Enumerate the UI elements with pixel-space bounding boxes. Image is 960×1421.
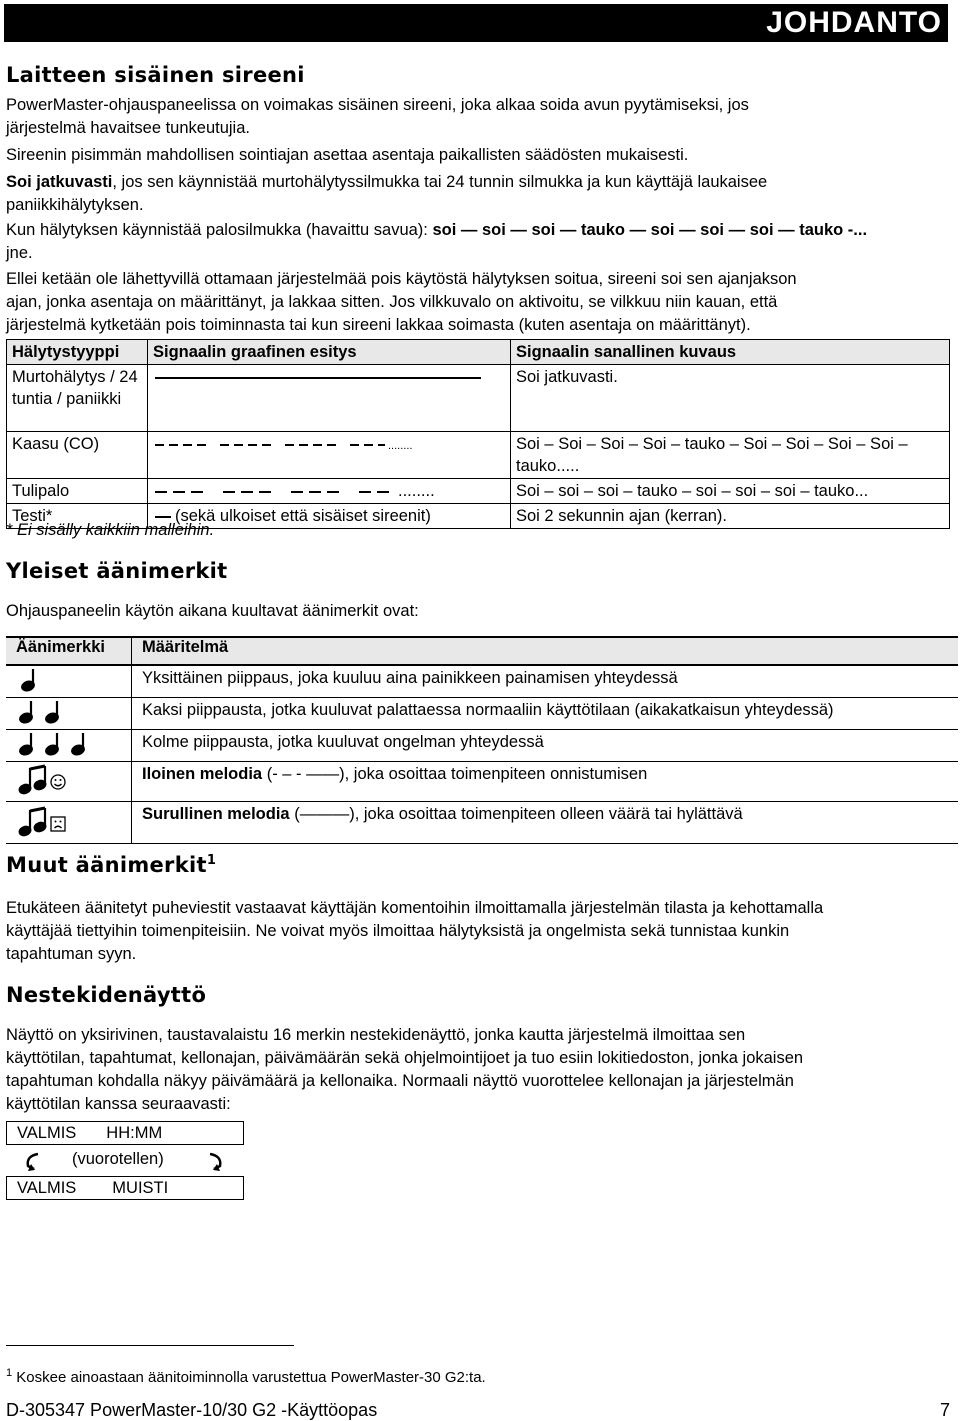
column-header: Hälytystyyppi	[7, 340, 148, 365]
column-header: Signaalin sanallinen kuvaus	[511, 340, 950, 365]
tone-definition: Surullinen melodia (———), joka osoittaa toimenpiteen olleen väärä tai hylättävä	[132, 802, 959, 844]
paragraph: Kun hälytyksen käynnistää palosilmukka (havaittu savua): soi — soi — soi — tauko — soi — soi — soi — tauko -... jne.	[6, 221, 868, 262]
footnote: $^1$ Koskee ainoastaan äänitoiminnolla varustettua PowerMaster-30 G2:ta.	[6, 1367, 486, 1386]
one-note-icon	[6, 665, 132, 698]
alarm-type: Kaasu (CO)	[7, 432, 148, 479]
column-header: Äänimerkki	[6, 637, 132, 665]
signal-graphic: ........	[148, 479, 511, 504]
heading-other-tones: Muut äänimerkit$^1$	[6, 853, 217, 877]
tones-table	[6, 636, 958, 844]
alarm-type: Testi*	[7, 504, 148, 529]
paragraph: Näyttö on yksirivinen, taustavalaistu 16 merkin nestekidenäyttö, jonka kautta järjestelmä ilmoittaa sen käyttötilan, tapahtumat, kellonajan, päivämäärän sekä ohjelmointijoet ja tuo esiin lokitiedoston, jonka jokaisen tapahtuman kohdalla näkyy päivämäärä ja kellonaika. Normaali näyttö vuorottelee kellonajan ja järjestelmän käyttötilan kanssa seuraavasti:	[6, 1026, 804, 1113]
signal-description: Soi – Soi – Soi – Soi – tauko – Soi – Soi – Soi – Soi – tauko.....	[511, 432, 950, 479]
paragraph: Sireenin pisimmän mahdollisen sointiajan asettaa asentaja paikallisten säädösten mukaisesti.	[6, 146, 689, 164]
rotate-left-arrow-icon	[22, 1150, 44, 1172]
sad-melody-icon	[6, 802, 132, 844]
three-notes-icon	[6, 730, 132, 762]
lcd-display-ready-memory	[6, 1176, 244, 1200]
continuous-line-graphic	[153, 372, 493, 384]
table-row	[7, 432, 950, 479]
rotate-right-arrow-icon	[206, 1150, 228, 1172]
heading-internal-siren: Laitteen sisäinen sireeni	[6, 63, 305, 87]
section-title: JOHDANTO	[766, 6, 942, 39]
paragraph: Ellei ketään ole lähettyvillä ottamaan järjestelmää pois käytöstä hälytyksen soitua, sireeni soi sen ajanjakson ajan, jonka asentaja on määrittänyt, ja lakkaa sitten. Jos vilkkuvalo on aktivoitu, se vilkkuu niin kauan, että järjestelmä kytketään pois toiminnasta tai kun sireeni lakkaa soimasta (kuten asentaja on määrittänyt).	[6, 270, 797, 334]
signal-graphic: ........	[148, 432, 511, 479]
signal-description: Soi 2 sekunnin ajan (kerran).	[511, 504, 950, 529]
footnote-divider	[6, 1345, 294, 1346]
tone-definition: Kaksi piippausta, jotka kuuluvat palattaessa normaaliin käyttötilaan (aikakatkaisun yhteydessä)	[132, 698, 959, 730]
two-notes-icon	[6, 698, 132, 730]
paragraph: Soi jatkuvasti, jos sen käynnistää murtohälytyssilmukka tai 24 tunnin silmukka ja kun käyttäjä laukaisee paniikkihälytyksen.	[6, 173, 768, 214]
signal-graphic: (sekä ulkoiset että sisäiset sireenit)	[148, 504, 511, 529]
table-row	[7, 365, 950, 432]
column-header: Signaalin graafinen esitys	[148, 340, 511, 365]
alarm-type: Tulipalo	[7, 479, 148, 504]
lcd-text: VALMIS HH:MM	[7, 1122, 244, 1145]
heading-general-tones: Yleiset äänimerkit	[6, 559, 228, 583]
signal-description: Soi – soi – soi – tauko – soi – soi – soi – tauko...	[511, 479, 950, 504]
page-number: 7	[939, 1400, 950, 1420]
alarm-type: Murtohälytys / 24 tuntia / paniikki	[7, 365, 148, 432]
tone-definition: Kolme piippausta, jotka kuuluvat ongelman yhteydessä	[132, 730, 959, 762]
table-footnote: * Ei sisälly kaikkiin malleihin.	[6, 521, 215, 539]
dashed-line-graphic	[153, 439, 388, 451]
alarm-signal-table	[6, 339, 950, 529]
lcd-display-ready-time	[6, 1121, 244, 1145]
table-row	[6, 730, 958, 762]
table-row	[6, 762, 958, 802]
paragraph: Ohjauspaneelin käytön aikana kuultavat äänimerkit ovat:	[6, 602, 419, 620]
tone-definition: Iloinen melodia (- – - ——), joka osoittaa toimenpiteen onnistumisen	[132, 762, 959, 802]
tone-definition: Yksittäinen piippaus, joka kuuluu aina painikkeen painamisen yhteydessä	[132, 665, 959, 698]
paragraph: Etukäteen äänitetyt puheviestit vastaavat käyttäjän komentoihin ilmoittamalla järjestelmän tilasta ja kehottamalla käyttäjää tiettyihin toimenpiteisiin. Ne voivat myös ilmoittaa hälytyksistä ja ongelmista sekä tunnistaa kunkin tapahtuman syyn.	[6, 899, 824, 963]
column-header: Määritelmä	[132, 637, 959, 665]
signal-graphic	[148, 365, 511, 432]
lcd-text: VALMIS MUISTI	[7, 1177, 244, 1200]
table-row	[6, 698, 958, 730]
heading-lcd: Nestekidenäyttö	[6, 983, 207, 1007]
paragraph: PowerMaster-ohjauspaneelissa on voimakas sisäinen sireeni, joka alkaa soida avun pyytämiseksi, jos järjestelmä havaitsee tunkeutujia.	[6, 96, 749, 137]
alternating-indicator: (vuorotellen)	[22, 1148, 232, 1174]
section-header-bar	[4, 4, 948, 42]
table-row	[6, 665, 958, 698]
happy-melody-icon	[6, 762, 132, 802]
table-row	[6, 802, 958, 844]
table-row	[7, 479, 950, 504]
signal-description: Soi jatkuvasti.	[511, 365, 950, 432]
document-id: D-305347 PowerMaster-10/30 G2 -Käyttöopas	[6, 1400, 378, 1420]
dashed-line-graphic	[153, 486, 398, 498]
